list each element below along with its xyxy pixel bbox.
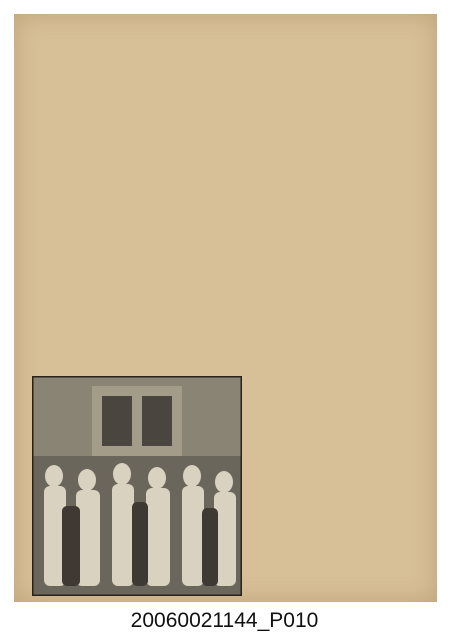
photo-caption [28, 336, 248, 370]
upper-text-block [26, 20, 428, 318]
film-still-photo [32, 376, 242, 596]
lower-right-text-block [264, 326, 424, 596]
leaflet-page [14, 14, 437, 602]
catalog-number: 20060021144_P010 [130, 609, 319, 632]
film-still-illustration [32, 376, 242, 596]
